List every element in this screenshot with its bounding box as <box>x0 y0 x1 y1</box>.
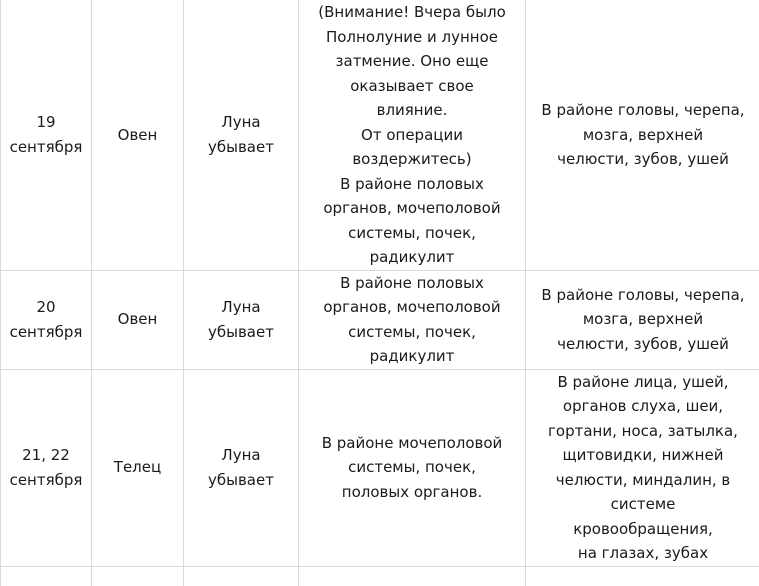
problem-areas-cell: В районе половых органов, мочеполовой системы, почек, радикулит <box>299 270 526 369</box>
table-cell <box>92 566 184 586</box>
table-row <box>1 369 759 566</box>
zodiac-sign-cell: Овен <box>92 270 184 369</box>
date-cell: 20 сентября <box>1 270 92 369</box>
table-cell <box>1 566 92 586</box>
favorable-areas-cell: В районе головы, черепа, мозга, верхней челюсти, зубов, ушей <box>526 270 759 369</box>
problem-areas-cell: (Внимание! Вчера было Полнолуние и лунное затмение. Оно еще оказывает свое влияние. От операции воздержитесь) В районе половых органов, мочеполовой системы, почек, радикулит <box>299 0 526 270</box>
date-cell: 19 сентября <box>1 0 92 270</box>
zodiac-sign-cell: Овен <box>92 0 184 270</box>
date-cell: 21, 22 сентября <box>1 369 92 566</box>
table-row <box>1 270 759 369</box>
favorable-areas-cell: В районе лица, ушей, органов слуха, шеи, гортани, носа, затылка, щитовидки, нижней челюсти, миндалин, в системе кровообращения, на глазах, зубах <box>526 369 759 566</box>
moon-phase-cell: Луна убывает <box>184 369 299 566</box>
table-row-partial <box>1 566 759 586</box>
table-cell <box>184 566 299 586</box>
table-cell <box>299 566 526 586</box>
moon-phase-cell: Луна убывает <box>184 270 299 369</box>
favorable-areas-cell: В районе головы, черепа, мозга, верхней челюсти, зубов, ушей <box>526 0 759 270</box>
zodiac-sign-cell: Телец <box>92 369 184 566</box>
table-cell <box>526 566 759 586</box>
moon-phase-cell: Луна убывает <box>184 0 299 270</box>
table-row <box>1 0 759 270</box>
problem-areas-cell: В районе мочеполовой системы, почек, половых органов. <box>299 369 526 566</box>
